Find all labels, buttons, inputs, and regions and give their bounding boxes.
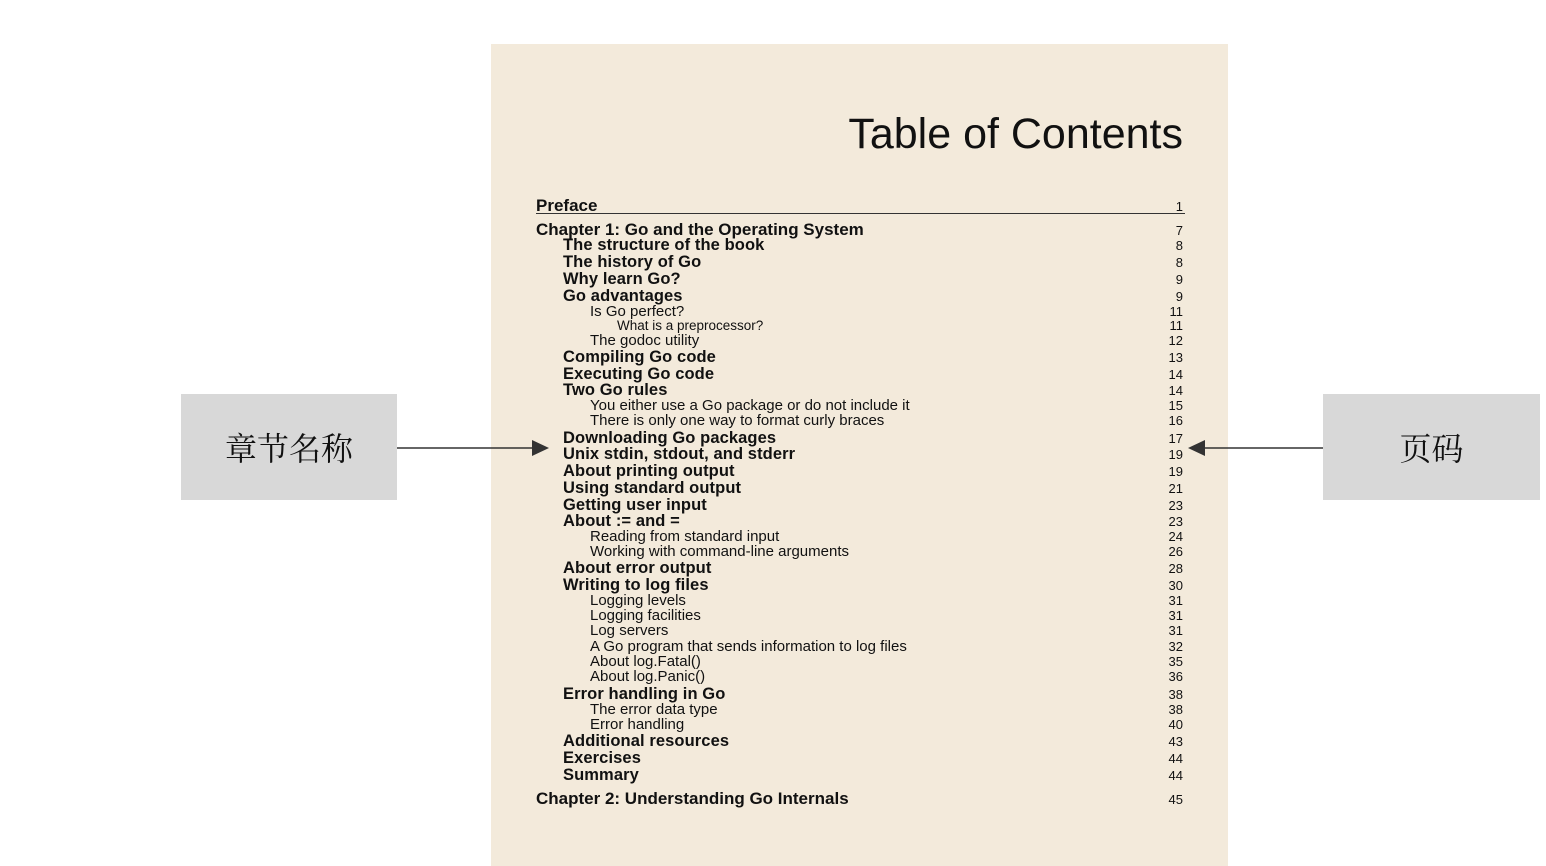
toc-entry-label: Log servers <box>590 622 669 639</box>
toc-entry <box>536 622 1183 639</box>
toc-entry-label: Logging facilities <box>590 607 701 624</box>
toc-entry-label: About := and = <box>563 512 680 530</box>
toc-entry-page-number: 19 <box>1168 447 1183 462</box>
toc-entry-page-number: 38 <box>1168 702 1183 717</box>
toc-entry-label: The error data type <box>590 701 718 718</box>
toc-entry-page-number: 9 <box>1175 289 1183 304</box>
toc-entry <box>536 318 1183 333</box>
toc-page <box>491 44 1228 866</box>
toc-entry-label: There is only one way to format curly braces <box>590 412 885 429</box>
toc-entry-label: Summary <box>563 766 639 784</box>
toc-entry <box>536 543 1183 560</box>
toc-entry-page-number: 16 <box>1168 413 1183 428</box>
toc-entry-label: Additional resources <box>563 732 730 750</box>
toc-entry-label: Is Go perfect? <box>590 303 685 320</box>
toc-entry-page-number: 26 <box>1168 544 1183 559</box>
toc-entry-label: Downloading Go packages <box>563 429 777 447</box>
page-number-callout <box>1323 394 1540 500</box>
toc-entry-label: Working with command-line arguments <box>590 543 849 560</box>
toc-entry-label: A Go program that sends information to log files <box>590 638 907 655</box>
toc-entry-label: About printing output <box>563 462 735 480</box>
toc-entry-label: About log.Fatal() <box>590 653 701 670</box>
toc-entry-label: Why learn Go? <box>563 270 681 288</box>
toc-entry-label: Exercises <box>563 749 641 767</box>
toc-entry-label: Go advantages <box>563 287 683 305</box>
toc-entry <box>536 716 1183 733</box>
toc-entry-page-number: 45 <box>1168 792 1183 807</box>
toc-entry-page-number: 11 <box>1169 318 1183 333</box>
toc-entry-label: Writing to log files <box>563 576 709 594</box>
toc-entry-page-number: 13 <box>1168 350 1183 365</box>
toc-entry-page-number: 40 <box>1168 717 1183 732</box>
page-number-callout-label: 页码 <box>1399 430 1464 468</box>
toc-entry-page-number: 1 <box>1175 199 1183 214</box>
toc-entry-label: About log.Panic() <box>590 668 706 685</box>
toc-entry-page-number: 38 <box>1168 687 1183 702</box>
toc-entry-page-number: 35 <box>1168 654 1183 669</box>
toc-entry-page-number: 31 <box>1168 593 1183 608</box>
toc-entry-label: Using standard output <box>563 479 742 497</box>
toc-entry-page-number: 17 <box>1168 431 1183 446</box>
toc-entry-page-number: 11 <box>1169 304 1183 319</box>
toc-entry-page-number: 44 <box>1168 751 1183 766</box>
toc-entry-label: Executing Go code <box>563 365 715 383</box>
toc-entry-page-number: 31 <box>1168 623 1183 638</box>
toc-entry-page-number: 28 <box>1168 561 1183 576</box>
toc-entry-label: Chapter 2: Understanding Go Internals <box>536 789 849 808</box>
toc-entry-label: Getting user input <box>563 496 707 514</box>
toc-entry-page-number: 43 <box>1168 734 1183 749</box>
toc-entry-page-number: 8 <box>1175 255 1183 270</box>
toc-entry-label: Two Go rules <box>563 381 668 399</box>
toc-entry-page-number: 19 <box>1168 464 1183 479</box>
toc-entry-page-number: 31 <box>1168 608 1183 623</box>
toc-entry-page-number: 9 <box>1175 272 1183 287</box>
toc-entry-label: You either use a Go package or do not include it <box>590 397 910 414</box>
toc-entry-label: The history of Go <box>563 253 702 271</box>
toc-entry <box>536 766 1183 785</box>
toc-entry-page-number: 14 <box>1168 383 1183 398</box>
toc-entry-page-number: 44 <box>1168 768 1183 783</box>
toc-entry-page-number: 15 <box>1168 398 1183 413</box>
toc-entry-label: Error handling <box>590 716 685 733</box>
toc-entry-label: Logging levels <box>590 592 686 609</box>
chapter-name-callout <box>181 394 397 500</box>
toc-entry-page-number: 24 <box>1168 529 1183 544</box>
toc-entry <box>536 668 1183 685</box>
toc-entry-page-number: 36 <box>1168 669 1183 684</box>
toc-entry-label: Preface <box>536 196 598 215</box>
toc-entry-label: Reading from standard input <box>590 528 780 545</box>
toc-entry-page-number: 7 <box>1175 223 1183 238</box>
toc-entry-page-number: 21 <box>1168 481 1183 496</box>
toc-entry-label: What is a preprocessor? <box>617 318 764 333</box>
chapter-name-callout-label: 章节名称 <box>224 430 353 468</box>
toc-title: Table of Contents <box>848 110 1183 158</box>
toc-entry-label: Compiling Go code <box>563 348 716 366</box>
toc-entry-page-number: 32 <box>1168 639 1183 654</box>
toc-entry-page-number: 23 <box>1168 514 1183 529</box>
toc-entry-page-number: 23 <box>1168 498 1183 513</box>
toc-entry <box>536 789 1183 809</box>
toc-entry-label: Unix stdin, stdout, and stderr <box>563 445 796 463</box>
toc-entry-label: Chapter 1: Go and the Operating System <box>536 220 864 239</box>
toc-entry-page-number: 12 <box>1168 333 1183 348</box>
toc-entry-page-number: 8 <box>1175 238 1183 253</box>
toc-entry <box>536 412 1183 429</box>
toc-entry-label: Error handling in Go <box>563 685 726 703</box>
toc-entry-page-number: 30 <box>1168 578 1183 593</box>
toc-entry-label: About error output <box>563 559 712 577</box>
toc-entry-label: The godoc utility <box>590 332 700 349</box>
toc-entry <box>536 196 1183 216</box>
toc-entry-label: The structure of the book <box>563 236 765 254</box>
toc-entry <box>536 332 1183 349</box>
toc-entry-page-number: 14 <box>1168 367 1183 382</box>
